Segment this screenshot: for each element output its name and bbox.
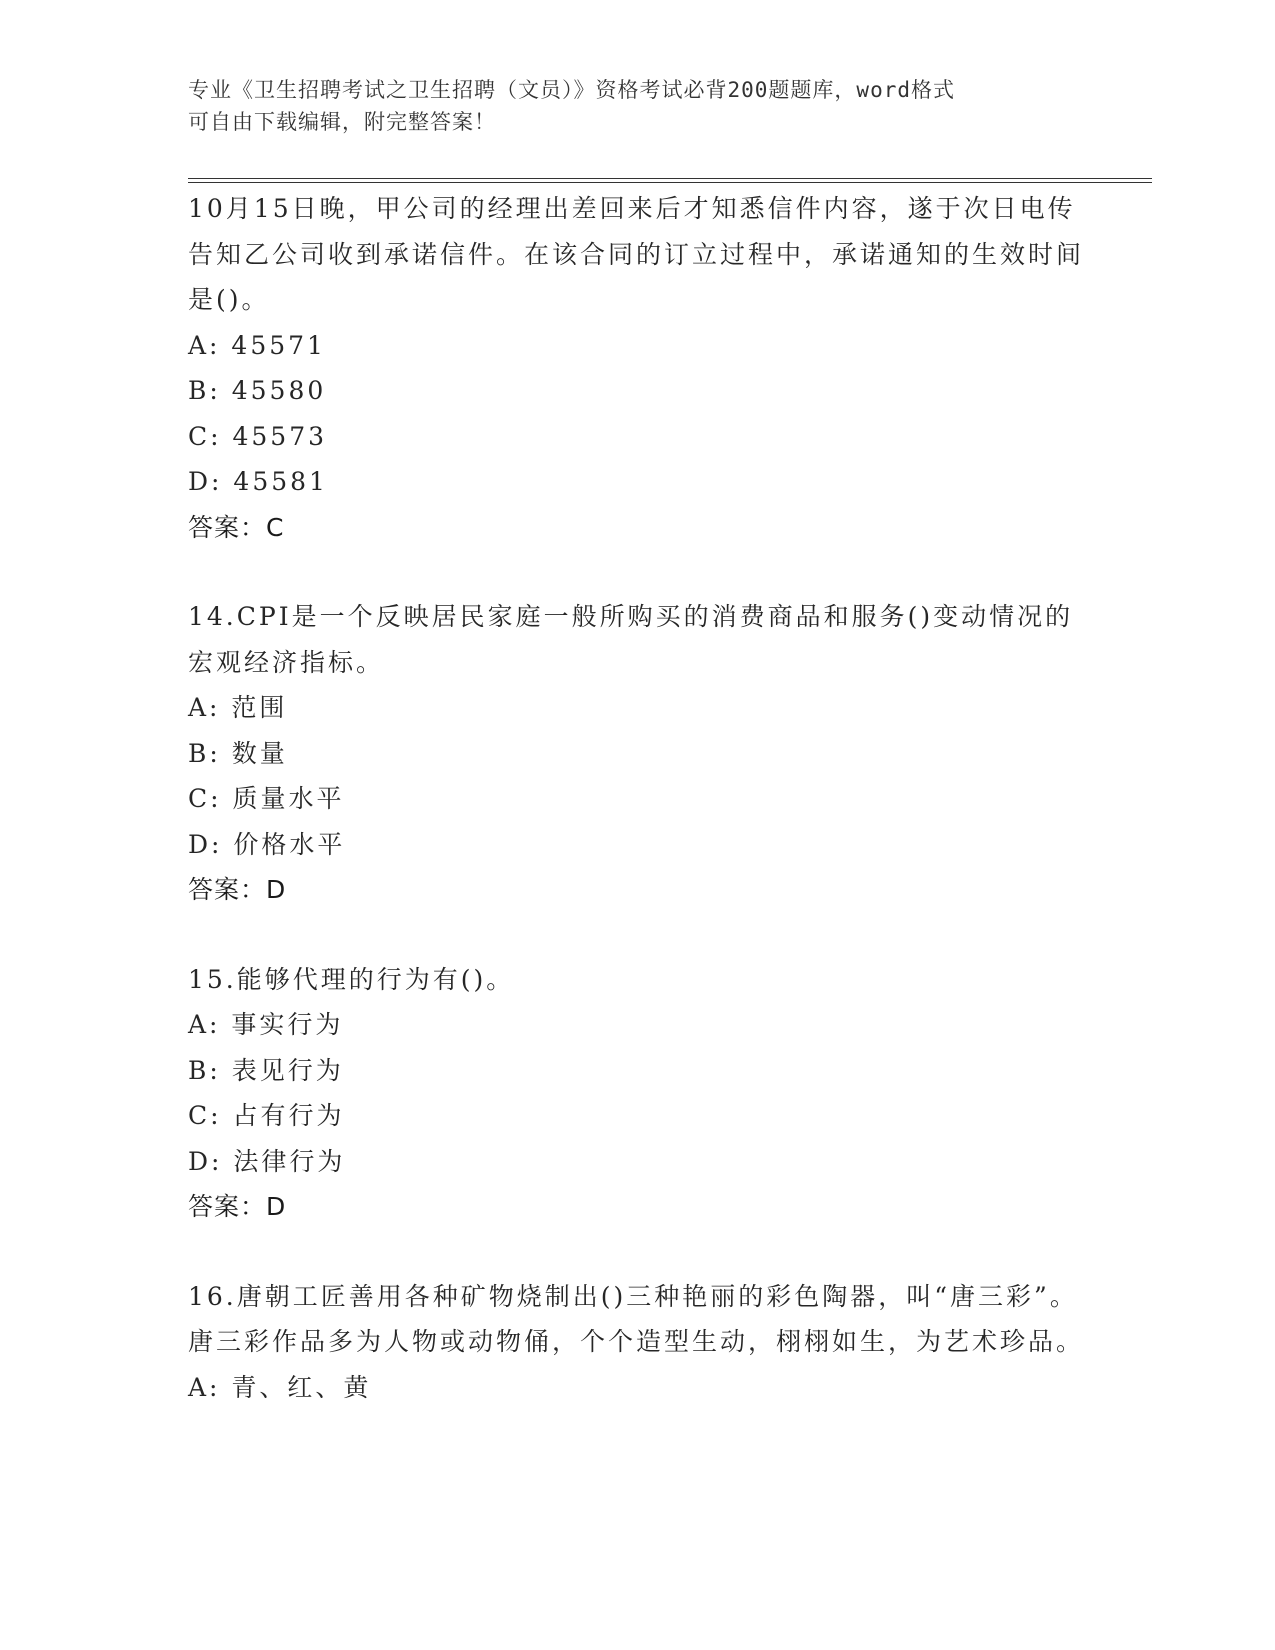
option-b: B: 表见行为	[188, 1055, 344, 1085]
option-a: A: 45571	[188, 330, 326, 360]
question-14	[188, 594, 1088, 913]
question-text: 10月15日晚，甲公司的经理出差回来后才知悉信件内容，遂于次日电传告知乙公司收到承诺信件。在该合同的订立过程中，承诺通知的生效时间是()。	[188, 194, 1085, 314]
header-line-1: 专业《卫生招聘考试之卫生招聘（文员）》资格考试必背200题题库，word格式	[188, 78, 955, 102]
question-text: 16.唐朝工匠善用各种矿物烧制出()三种艳丽的彩色陶器，叫“唐三彩”。唐三彩作品多为人物或动物俑，个个造型生动，栩栩如生，为艺术珍品。	[188, 1281, 1085, 1356]
header-line-2: 可自由下载编辑，附完整答案！	[188, 110, 496, 134]
document-header	[188, 74, 1068, 138]
answer-label: 答案：D	[188, 1192, 287, 1221]
question-text: 14.CPI是一个反映居民家庭一般所购买的消费商品和服务()变动情况的宏观经济指标。	[188, 602, 1074, 677]
header-rule-bottom	[188, 182, 1152, 183]
question-list	[188, 186, 1088, 1454]
option-a: A: 事实行为	[188, 1010, 344, 1039]
answer-label: 答案：C	[188, 512, 285, 542]
question-15	[188, 957, 1088, 1230]
option-d: D: 45581	[188, 467, 328, 496]
option-c: C: 45573	[188, 421, 328, 451]
option-a: A: 范围	[188, 693, 288, 722]
option-b: B: 45580	[188, 376, 327, 405]
option-c: C: 占有行为	[188, 1101, 345, 1130]
header-rule-top	[188, 178, 1152, 179]
question-text: 15.能够代理的行为有()。	[188, 964, 515, 994]
option-b: B: 数量	[188, 738, 288, 768]
question-16	[188, 1274, 1088, 1411]
question-13	[188, 186, 1088, 550]
option-d: D: 法律行为	[188, 1146, 346, 1176]
option-c: C: 质量水平	[188, 784, 345, 813]
option-a: A: 青、红、黄	[188, 1372, 372, 1402]
answer-label: 答案：D	[188, 875, 287, 904]
option-d: D: 价格水平	[188, 829, 346, 859]
